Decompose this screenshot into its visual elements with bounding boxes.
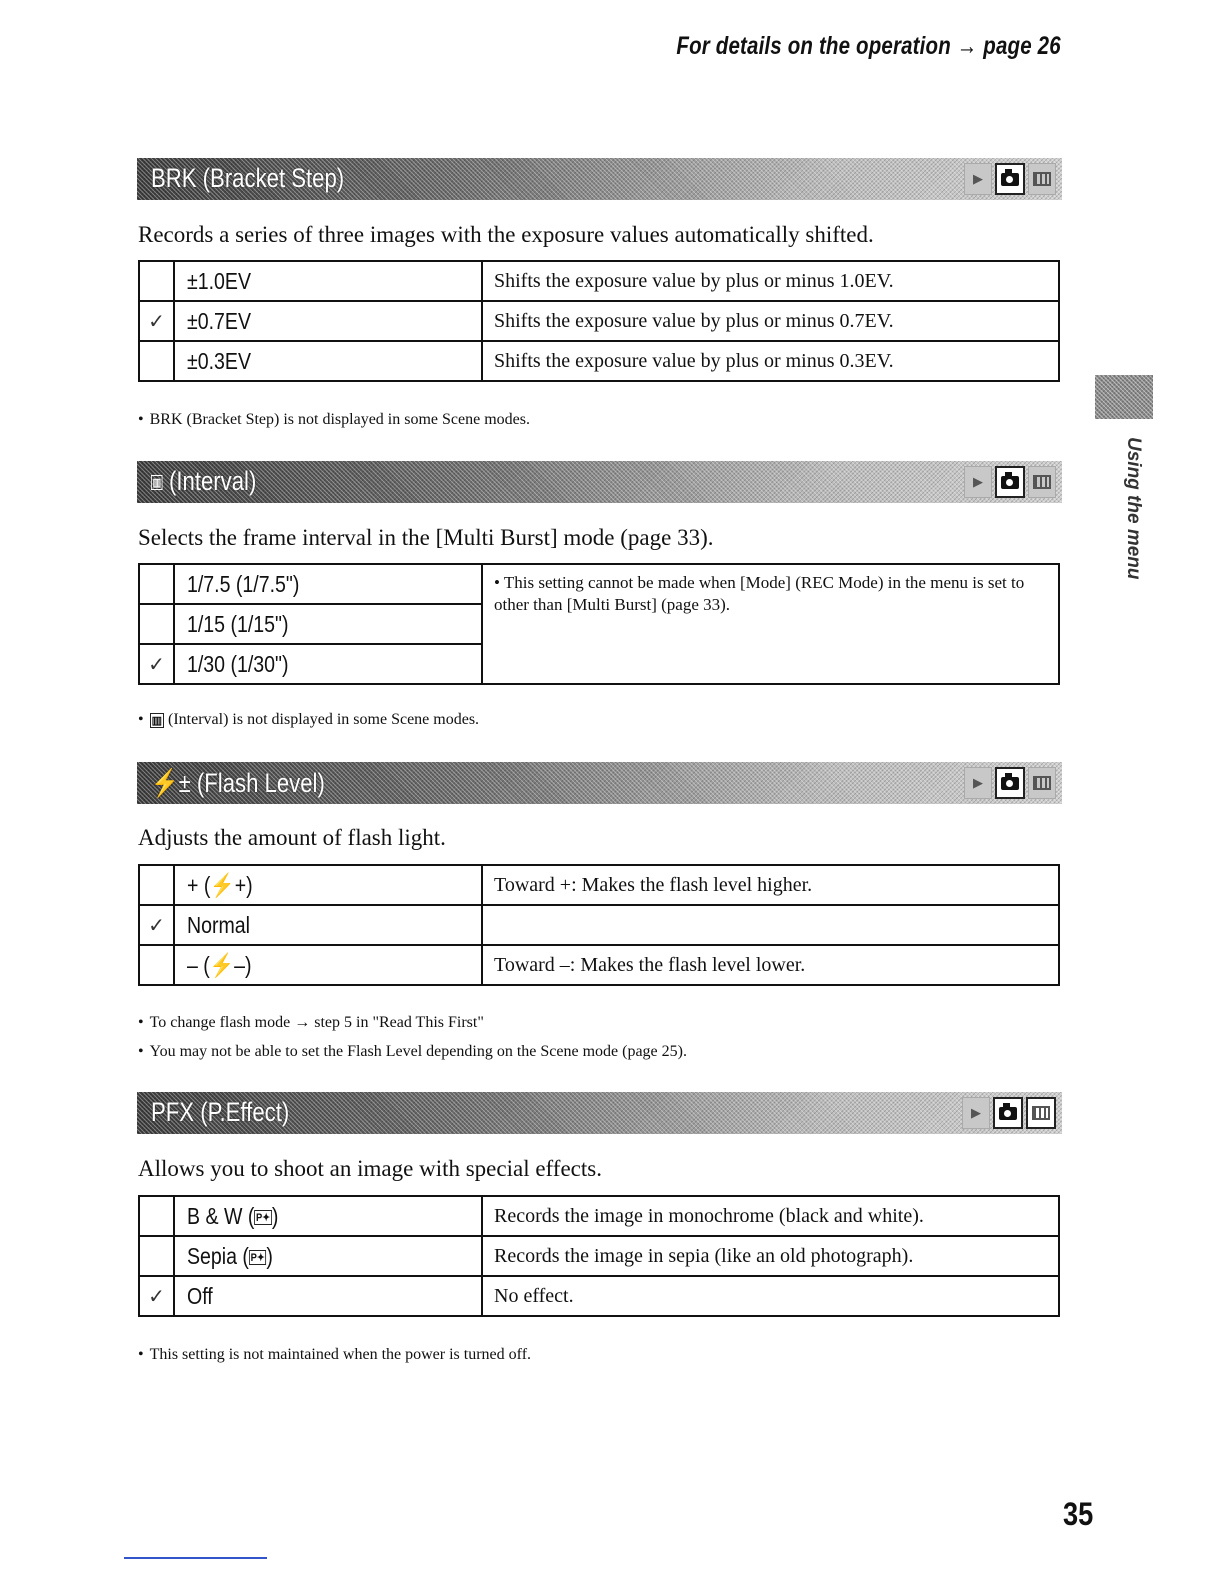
default-check [139,341,174,381]
section-bar-picture-effect [137,1092,1062,1134]
playback-icon: ▶ [964,163,992,195]
default-check: ✓ [139,1276,174,1316]
bw-effect-icon: P✦ [256,1211,271,1224]
section-title: (Flash Level) [196,768,325,798]
option-name: + (⚡+) [187,871,253,898]
note: • This setting is not maintained when the power is turned off. [138,1346,532,1363]
options-table [138,1195,1060,1317]
section-intro: Allows you to shoot an image with special effects. [138,1156,602,1181]
chapter-tab-label: Using the menu [1123,437,1144,580]
section-bar-interval [137,461,1062,503]
page-header: For details on the operation → page 26 [676,32,1061,60]
playback-icon: ▶ [964,466,992,498]
option-name: ±0.3EV [187,347,251,374]
interval-icon: ▥ [151,714,163,727]
options-table [138,260,1060,382]
camera-icon [995,466,1025,498]
table-row: B & W ( P✦) Records the image in monochrome (black and white). [139,1196,1059,1236]
default-check [139,261,174,301]
table-row [139,261,1059,301]
flash-level-icon: ⚡± [151,768,191,798]
sepia-effect-icon: P✦ [250,1251,265,1264]
chapter-tab-marker [1095,375,1153,419]
page-number: 35 [1063,1496,1094,1532]
section-intro: Selects the frame interval in the [Multi Burst] mode (page 33). [138,525,714,550]
table-row [139,341,1059,381]
option-desc: Records the image in monochrome (black and white). [482,1196,1059,1236]
option-name: B & W [187,1202,243,1229]
options-table [138,563,1060,685]
option-name: 1/30 (1/30") [187,650,289,677]
section-title: BRK (Bracket Step) [151,163,345,193]
movie-icon [1028,466,1056,498]
note: • You may not be able to set the Flash Level depending on the Scene mode (page 25). [138,1043,687,1060]
option-name: ±0.7EV [187,307,251,334]
option-desc: Shifts the exposure value by plus or minus 0.7EV. [482,301,1059,341]
section-title: PFX (P.Effect) [151,1097,290,1127]
note: • ▥ (Interval) is not displayed in some Scene modes. [138,711,480,728]
camera-icon [995,767,1025,799]
movie-icon [1026,1097,1056,1129]
note: • To change flash mode → step 5 in "Read This First" [138,1014,484,1031]
options-table [138,864,1060,986]
interval-icon: ▥ [152,477,162,490]
option-name: Normal [187,911,251,938]
option-desc: Records the image in sepia (like an old photograph). [482,1236,1059,1276]
option-name: – (⚡–) [187,951,252,978]
section-title: (Interval) [168,466,257,496]
movie-icon [1028,767,1056,799]
section-intro: Adjusts the amount of flash light. [138,825,446,850]
section-bar-bracket-step [137,158,1062,200]
section-intro: Records a series of three images with the exposure values automatically shifted. [138,222,874,247]
section-bar-flash-level [137,762,1062,804]
option-desc: Toward –: Makes the flash level lower. [482,945,1059,985]
option-desc [482,905,1059,945]
table-row [139,865,1059,905]
option-desc: No effect. [482,1276,1059,1316]
camera-icon [995,163,1025,195]
table-row: Sepia ( P✦) Records the image in sepia (like an old photograph). [139,1236,1059,1276]
option-name: Sepia [187,1242,238,1269]
default-check [139,945,174,985]
table-row [139,301,1059,341]
default-check [139,604,174,644]
option-name: 1/7.5 (1/7.5") [187,570,300,597]
option-desc: Shifts the exposure value by plus or minus 1.0EV. [482,261,1059,301]
table-row [139,1276,1059,1316]
default-check [139,564,174,604]
camera-icon [993,1097,1023,1129]
option-name: ±1.0EV [187,267,251,294]
playback-icon: ▶ [962,1097,990,1129]
option-name: Off [187,1282,213,1309]
table-row [139,905,1059,945]
option-desc: This setting cannot be made when [Mode] (REC Mode) in the menu is set to other than [Multi Burst] (page 33). [494,573,1025,614]
footer-rule [124,1557,267,1559]
playback-icon: ▶ [964,767,992,799]
option-name: 1/15 (1/15") [187,610,289,637]
default-check: ✓ [139,905,174,945]
note: • BRK (Bracket Step) is not displayed in some Scene modes. [138,411,530,428]
default-check [139,1196,174,1236]
default-check: ✓ [139,644,174,684]
table-row [139,945,1059,985]
default-check [139,1236,174,1276]
default-check [139,865,174,905]
table-row: 1/7.5 (1/7.5") • This setting cannot be made when [Mode] (REC Mode) in the menu is set to other than [Multi Burst] (page 33). [139,564,1059,604]
option-desc: Toward +: Makes the flash level higher. [482,865,1059,905]
option-desc: Shifts the exposure value by plus or minus 0.3EV. [482,341,1059,381]
default-check: ✓ [139,301,174,341]
movie-icon [1028,163,1056,195]
